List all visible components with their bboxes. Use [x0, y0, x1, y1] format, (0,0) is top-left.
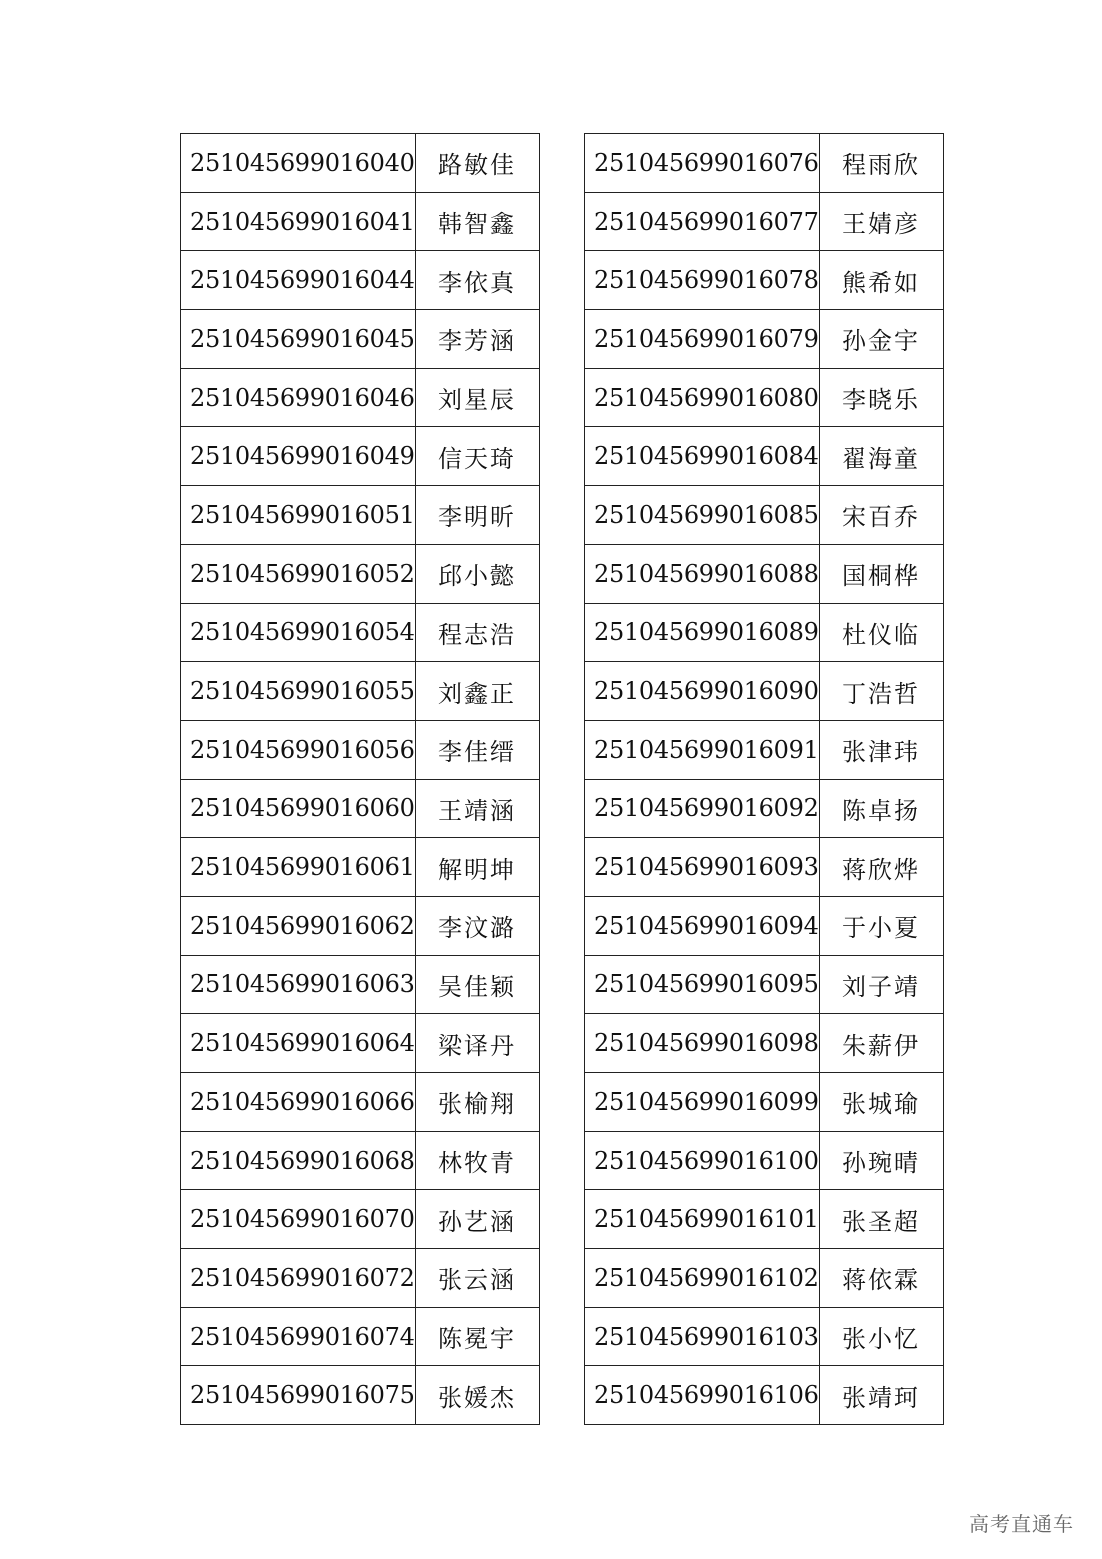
candidate-id: 251045699016076	[585, 134, 820, 193]
candidate-id: 251045699016103	[585, 1307, 820, 1366]
candidate-name: 丁浩哲	[819, 662, 943, 721]
candidate-id: 251045699016072	[181, 1249, 416, 1308]
candidate-name: 张云涵	[415, 1249, 539, 1308]
candidate-name: 韩智鑫	[415, 192, 539, 251]
candidate-id: 251045699016074	[181, 1307, 416, 1366]
table-row	[585, 662, 944, 721]
candidate-id: 251045699016062	[181, 896, 416, 955]
candidate-name: 张圣超	[819, 1190, 943, 1249]
candidate-name: 张靖珂	[819, 1366, 943, 1425]
candidate-id: 251045699016060	[181, 779, 416, 838]
candidate-id: 251045699016098	[585, 1014, 820, 1073]
candidate-name: 程雨欣	[819, 134, 943, 193]
candidate-name: 刘星辰	[415, 368, 539, 427]
candidate-id: 251045699016051	[181, 486, 416, 545]
table-row	[585, 1014, 944, 1073]
candidate-id: 251045699016049	[181, 427, 416, 486]
candidate-name: 李佳缙	[415, 720, 539, 779]
candidate-name: 翟海童	[819, 427, 943, 486]
candidate-id: 251045699016079	[585, 310, 820, 369]
candidate-id: 251045699016056	[181, 720, 416, 779]
candidate-name: 孙金宇	[819, 310, 943, 369]
candidate-name: 李汶潞	[415, 896, 539, 955]
candidate-name: 王婧彦	[819, 192, 943, 251]
candidate-name: 孙琬晴	[819, 1131, 943, 1190]
candidate-id: 251045699016093	[585, 838, 820, 897]
table-row	[585, 486, 944, 545]
candidate-name: 张媛杰	[415, 1366, 539, 1425]
candidate-name: 邱小懿	[415, 544, 539, 603]
candidate-id: 251045699016085	[585, 486, 820, 545]
table-row	[181, 779, 540, 838]
candidate-name: 路敏佳	[415, 134, 539, 193]
candidate-name: 张小忆	[819, 1307, 943, 1366]
roster-table-right-body	[585, 134, 944, 1425]
table-row	[585, 779, 944, 838]
candidate-name: 吴佳颖	[415, 955, 539, 1014]
candidate-name: 李明昕	[415, 486, 539, 545]
candidate-id: 251045699016084	[585, 427, 820, 486]
candidate-id: 251045699016090	[585, 662, 820, 721]
table-row	[181, 955, 540, 1014]
roster-table-left	[180, 133, 540, 1425]
candidate-name: 杜仪临	[819, 603, 943, 662]
table-row	[585, 896, 944, 955]
table-row	[181, 1190, 540, 1249]
candidate-name: 熊希如	[819, 251, 943, 310]
table-row	[181, 1131, 540, 1190]
roster-table-left-body	[181, 134, 540, 1425]
table-row	[181, 427, 540, 486]
table-row	[585, 1307, 944, 1366]
table-row	[585, 720, 944, 779]
candidate-id: 251045699016075	[181, 1366, 416, 1425]
candidate-id: 251045699016095	[585, 955, 820, 1014]
candidate-id: 251045699016102	[585, 1249, 820, 1308]
candidate-id: 251045699016041	[181, 192, 416, 251]
candidate-id: 251045699016066	[181, 1073, 416, 1132]
table-row	[585, 1073, 944, 1132]
table-row	[181, 1249, 540, 1308]
candidate-id: 251045699016078	[585, 251, 820, 310]
table-row	[181, 544, 540, 603]
candidate-id: 251045699016046	[181, 368, 416, 427]
candidate-id: 251045699016089	[585, 603, 820, 662]
table-row	[585, 251, 944, 310]
table-row	[181, 368, 540, 427]
candidate-name: 朱薪伊	[819, 1014, 943, 1073]
candidate-id: 251045699016040	[181, 134, 416, 193]
candidate-name: 宋百乔	[819, 486, 943, 545]
candidate-id: 251045699016045	[181, 310, 416, 369]
table-row	[585, 603, 944, 662]
candidate-id: 251045699016094	[585, 896, 820, 955]
candidate-name: 李晓乐	[819, 368, 943, 427]
table-row	[181, 134, 540, 193]
table-row	[585, 544, 944, 603]
candidate-id: 251045699016088	[585, 544, 820, 603]
candidate-name: 张榆翔	[415, 1073, 539, 1132]
candidate-id: 251045699016052	[181, 544, 416, 603]
table-row	[585, 1249, 944, 1308]
candidate-name: 程志浩	[415, 603, 539, 662]
table-row	[181, 896, 540, 955]
table-row	[585, 310, 944, 369]
candidate-name: 王靖涵	[415, 779, 539, 838]
table-row	[585, 368, 944, 427]
table-row	[181, 192, 540, 251]
candidate-id: 251045699016077	[585, 192, 820, 251]
candidate-id: 251045699016101	[585, 1190, 820, 1249]
table-row	[585, 955, 944, 1014]
table-row	[585, 192, 944, 251]
table-row	[181, 310, 540, 369]
candidate-name: 于小夏	[819, 896, 943, 955]
candidate-id: 251045699016070	[181, 1190, 416, 1249]
candidate-id: 251045699016054	[181, 603, 416, 662]
table-row	[181, 1366, 540, 1425]
table-row	[181, 662, 540, 721]
candidate-name: 蒋依霖	[819, 1249, 943, 1308]
table-row	[181, 1307, 540, 1366]
table-row	[181, 251, 540, 310]
watermark: 高考直通车	[969, 1512, 1074, 1536]
table-row	[181, 1014, 540, 1073]
candidate-id: 251045699016106	[585, 1366, 820, 1425]
table-row	[181, 720, 540, 779]
candidate-id: 251045699016068	[181, 1131, 416, 1190]
table-row	[181, 603, 540, 662]
table-row	[181, 486, 540, 545]
candidate-name: 李依真	[415, 251, 539, 310]
candidate-name: 陈冕宇	[415, 1307, 539, 1366]
candidate-id: 251045699016100	[585, 1131, 820, 1190]
candidate-id: 251045699016092	[585, 779, 820, 838]
roster-table-right	[584, 133, 944, 1425]
candidate-id: 251045699016064	[181, 1014, 416, 1073]
candidate-name: 陈卓扬	[819, 779, 943, 838]
candidate-name: 孙艺涵	[415, 1190, 539, 1249]
candidate-name: 刘鑫正	[415, 662, 539, 721]
candidate-name: 信天琦	[415, 427, 539, 486]
candidate-id: 251045699016055	[181, 662, 416, 721]
candidate-name: 解明坤	[415, 838, 539, 897]
candidate-name: 张津玮	[819, 720, 943, 779]
table-row	[585, 1131, 944, 1190]
candidate-name: 国桐桦	[819, 544, 943, 603]
candidate-id: 251045699016099	[585, 1073, 820, 1132]
table-row	[585, 838, 944, 897]
candidate-id: 251045699016061	[181, 838, 416, 897]
table-row	[181, 838, 540, 897]
candidate-name: 蒋欣烨	[819, 838, 943, 897]
table-row	[181, 1073, 540, 1132]
candidate-name: 刘子靖	[819, 955, 943, 1014]
candidate-name: 林牧青	[415, 1131, 539, 1190]
table-row	[585, 1190, 944, 1249]
candidate-id: 251045699016091	[585, 720, 820, 779]
candidate-name: 梁译丹	[415, 1014, 539, 1073]
table-row	[585, 134, 944, 193]
table-row	[585, 1366, 944, 1425]
candidate-id: 251045699016063	[181, 955, 416, 1014]
candidate-name: 李芳涵	[415, 310, 539, 369]
candidate-name: 张城瑜	[819, 1073, 943, 1132]
candidate-id: 251045699016044	[181, 251, 416, 310]
table-row	[585, 427, 944, 486]
candidate-id: 251045699016080	[585, 368, 820, 427]
